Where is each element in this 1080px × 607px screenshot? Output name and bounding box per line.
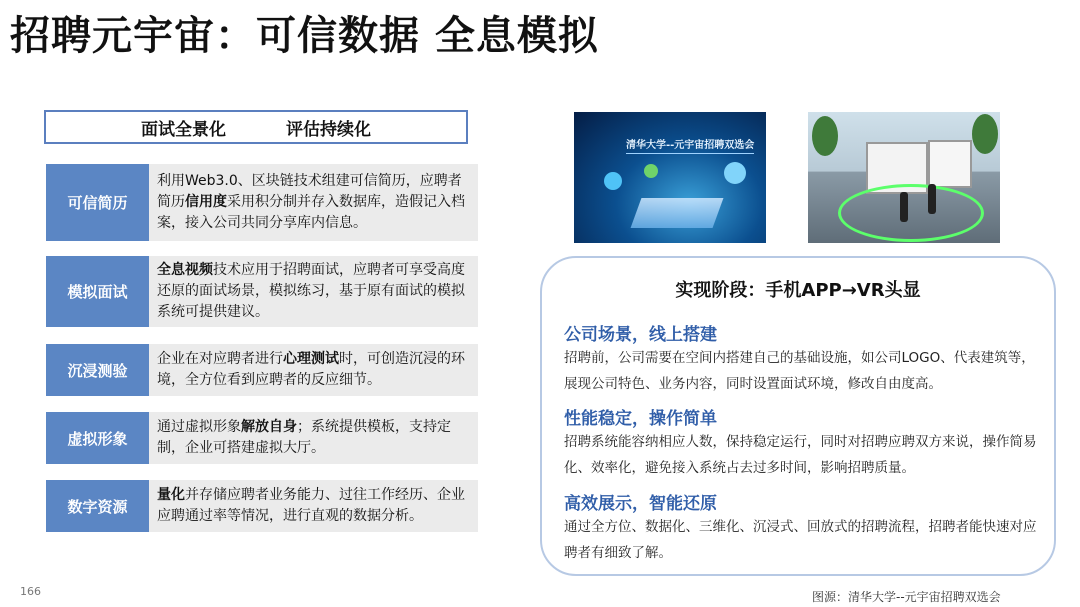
- sphere-decoration: [604, 172, 622, 190]
- section-heading: 公司场景，线上搭建: [564, 325, 717, 345]
- page-title: 招聘元宇宙：可信数据 全息模拟: [10, 13, 599, 59]
- header-right: 评估持续化: [286, 119, 371, 140]
- row-desc: 全息视频技术应用于招聘面试，应聘者可享受高度还原的面试场景，模拟练习，基于原有面试的模拟系统可提供建议。: [149, 256, 478, 327]
- section-heading: 性能稳定，操作简单: [564, 409, 717, 429]
- display-board: [928, 140, 972, 188]
- tree-decoration: [812, 116, 838, 156]
- row-digital-resource: [46, 480, 478, 532]
- image-source: 图源：清华大学--元宇宙招聘双选会: [812, 590, 1001, 604]
- vr-hall-image: [808, 112, 1000, 243]
- row-mock-interview: [46, 256, 478, 327]
- avatar-figure: [900, 192, 908, 222]
- sphere-decoration: [724, 162, 746, 184]
- implementation-panel: [540, 256, 1056, 576]
- row-desc: 利用Web3.0、区块链技术组建可信简历，应聘者简历信用度采用积分制并存入数据库，造假记入档案，接入公司共同分享库内信息。: [149, 164, 478, 241]
- section-text: 招聘前，公司需要在空间内搭建自己的基础设施，如公司LOGO、代表建筑等，展现公司特色、业务内容，同时设置面试环境，修改自由度高。: [564, 350, 1035, 392]
- sphere-decoration: [644, 164, 658, 178]
- image-banner: 清华大学--元宇宙招聘双选会: [626, 136, 754, 154]
- metaverse-fair-image: [574, 112, 766, 243]
- panel-title: 实现阶段：手机APP→VR头显: [675, 280, 921, 301]
- row-label: 数字资源: [46, 480, 149, 532]
- page-number: 166: [20, 585, 41, 598]
- floor-ring: [838, 184, 984, 242]
- row-label: 沉浸测验: [46, 344, 149, 396]
- header-box: [44, 110, 468, 144]
- row-desc: 通过虚拟形象解放自身；系统提供模板，支持定制，企业可搭建虚拟大厅。: [149, 412, 478, 464]
- row-desc: 企业在对应聘者进行心理测试时，可创造沉浸的环境，全方位看到应聘者的反应细节。: [149, 344, 478, 396]
- header-left: 面试全景化: [141, 119, 226, 140]
- virtual-city-graphic: [631, 198, 724, 228]
- row-virtual-avatar: [46, 412, 478, 464]
- row-desc: 量化并存储应聘者业务能力、过往工作经历、企业应聘通过率等情况，进行直观的数据分析。: [149, 480, 478, 532]
- avatar-figure: [928, 184, 936, 214]
- row-immersive-test: [46, 344, 478, 396]
- tree-decoration: [972, 114, 998, 154]
- row-label: 虚拟形象: [46, 412, 149, 464]
- row-credible-resume: [46, 164, 478, 241]
- row-label: 模拟面试: [46, 256, 149, 327]
- section-heading: 高效展示，智能还原: [564, 494, 717, 514]
- section-text: 通过全方位、数据化、三维化、沉浸式、回放式的招聘流程，招聘者能快速对应聘者有细致了解。: [564, 519, 1037, 561]
- section-text: 招聘系统能容纳相应人数，保持稳定运行，同时对招聘应聘双方来说，操作简易化、效率化，避免接入系统占去过多时间，影响招聘质量。: [564, 434, 1037, 476]
- row-label: 可信简历: [46, 164, 149, 241]
